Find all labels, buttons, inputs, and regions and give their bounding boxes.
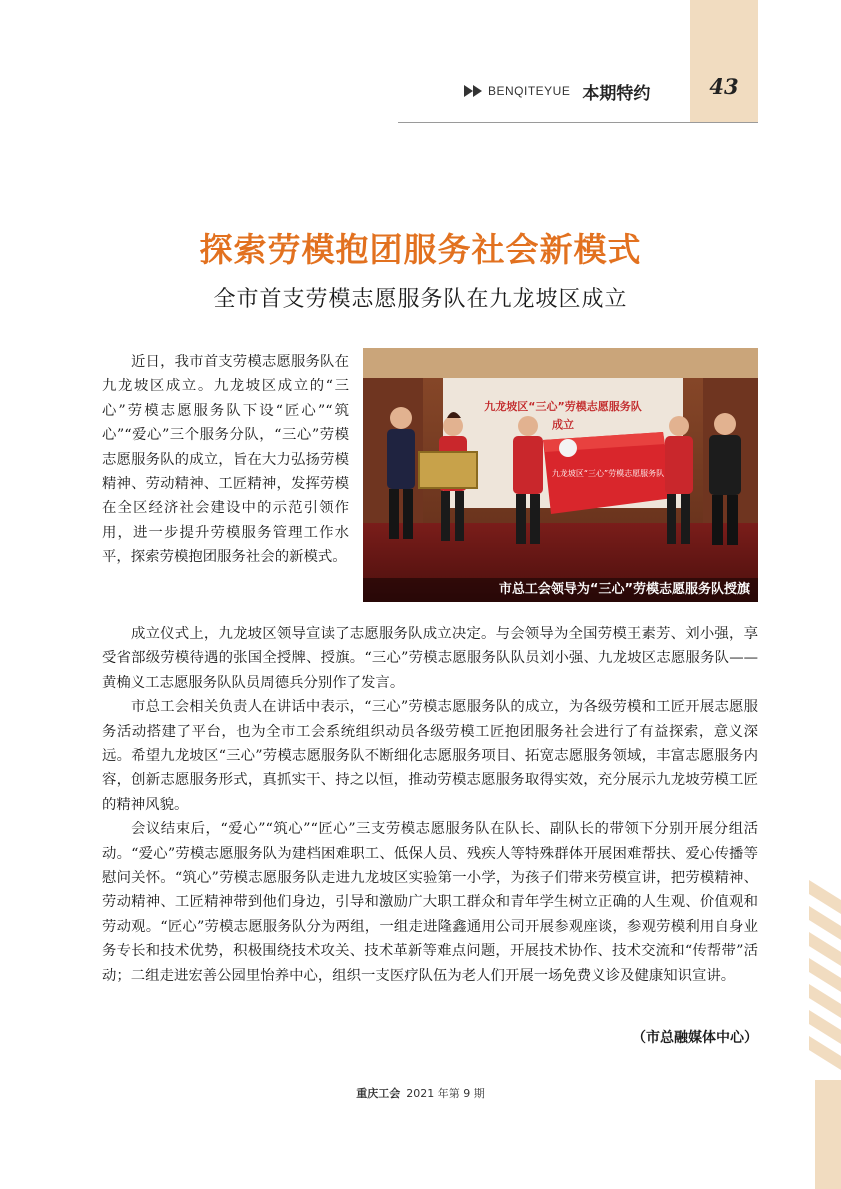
double-arrow-icon [464, 85, 482, 97]
header-tab [690, 0, 758, 122]
article-title: 探索劳模抱团服务社会新模式 [199, 230, 642, 269]
photo-caption: 市总工会领导为“三心”劳模志愿服务队授旗 [363, 578, 758, 602]
decorative-stripes [809, 880, 841, 1189]
header-divider [398, 122, 758, 123]
issue-label: 2021 年第 9 期 [406, 1087, 485, 1100]
magazine-name: 重庆工会 [356, 1087, 401, 1100]
article-subtitle: 全市首支劳模志愿服务队在九龙坡区成立 [213, 287, 628, 312]
backdrop-text-1: 九龙坡区“三心”劳模志愿服务队 [484, 400, 642, 413]
section-name-cn: 本期特约 [582, 83, 651, 104]
section-name-en: BENQITEYUE [488, 84, 571, 98]
article-credit: （市总融媒体中心） [632, 1030, 758, 1046]
page-number: 43 [709, 74, 739, 99]
section-header [464, 78, 650, 104]
paragraph-1: 近日，我市首支劳模志愿服务队在九龙坡区成立。九龙坡区成立的“三心”劳模志愿服务队下设“匠心”“筑心”“爱心”三个服务分队，“三心”劳模志愿服务队的成立，旨在大力弘扬劳模精神、劳动精神、工匠精神，发挥劳模在全区经济社会建设中的示范引领作用，进一步提升劳模服务管理工作水平，探索劳模抱团服务社会的新模式。 [102, 354, 349, 566]
article-photo [363, 348, 758, 602]
paragraph-2: 成立仪式上，九龙坡区领导宣读了志愿服务队成立决定。与会领导为全国劳模王素芳、刘小强，享受省部级劳模待遇的张国全授牌、授旗。“三心”劳模志愿服务队队员刘小强、九龙坡区志愿服务队——黄桷义工志愿服务队队员周德兵分别作了发言。 [102, 626, 758, 691]
flag-text: 九龙坡区“三心”劳模志愿服务队 [551, 469, 665, 478]
backdrop-text-2: 成立 [552, 418, 574, 431]
paragraph-3: 市总工会相关负责人在讲话中表示，“三心”劳模志愿服务队的成立，为各级劳模和工匠开展志愿服务活动搭建了平台，也为全市工会系统组织动员各级劳模工匠抱团服务社会进行了有益探索，意义深远。希望九龙坡区“三心”劳模志愿服务队不断细化志愿服务项目、拓宽志愿服务领域，丰富志愿服务内容，创新志愿服务形式，真抓实干、持之以恒，推动劳模志愿服务取得实效，充分展示九龙坡劳模工匠的精神风貌。 [102, 699, 758, 813]
page-footer [0, 1085, 841, 1101]
article-body [102, 622, 758, 988]
paragraph-4: 会议结束后，“爱心”“筑心”“匠心”三支劳模志愿服务队在队长、副队长的带领下分别开展分组活动。“爱心”劳模志愿服务队为建档困难职工、低保人员、残疾人等特殊群体开展困难帮扶、爱心传播等慰问关怀。“筑心”劳模志愿服务队走进九龙坡区实验第一小学，为孩子们带来劳模宣讲，把劳模精神、劳动精神、工匠精神带到他们身边，引导和激励广大职工群众和青年学生树立正确的人生观、价值观和劳动观。“匠心”劳模志愿服务队分为两组，一组走进隆鑫通用公司开展参观座谈，参观劳模利用自身业务专长和技术优势，积极围绕技术攻关、技术革新等难点问题，开展技术协作、技术交流和“传帮带”活动；二组走进宏善公园里怡养中心，组织一支医疗队伍为老人们开展一场免费义诊及健康知识宣讲。 [102, 821, 758, 984]
plaque [419, 452, 477, 488]
